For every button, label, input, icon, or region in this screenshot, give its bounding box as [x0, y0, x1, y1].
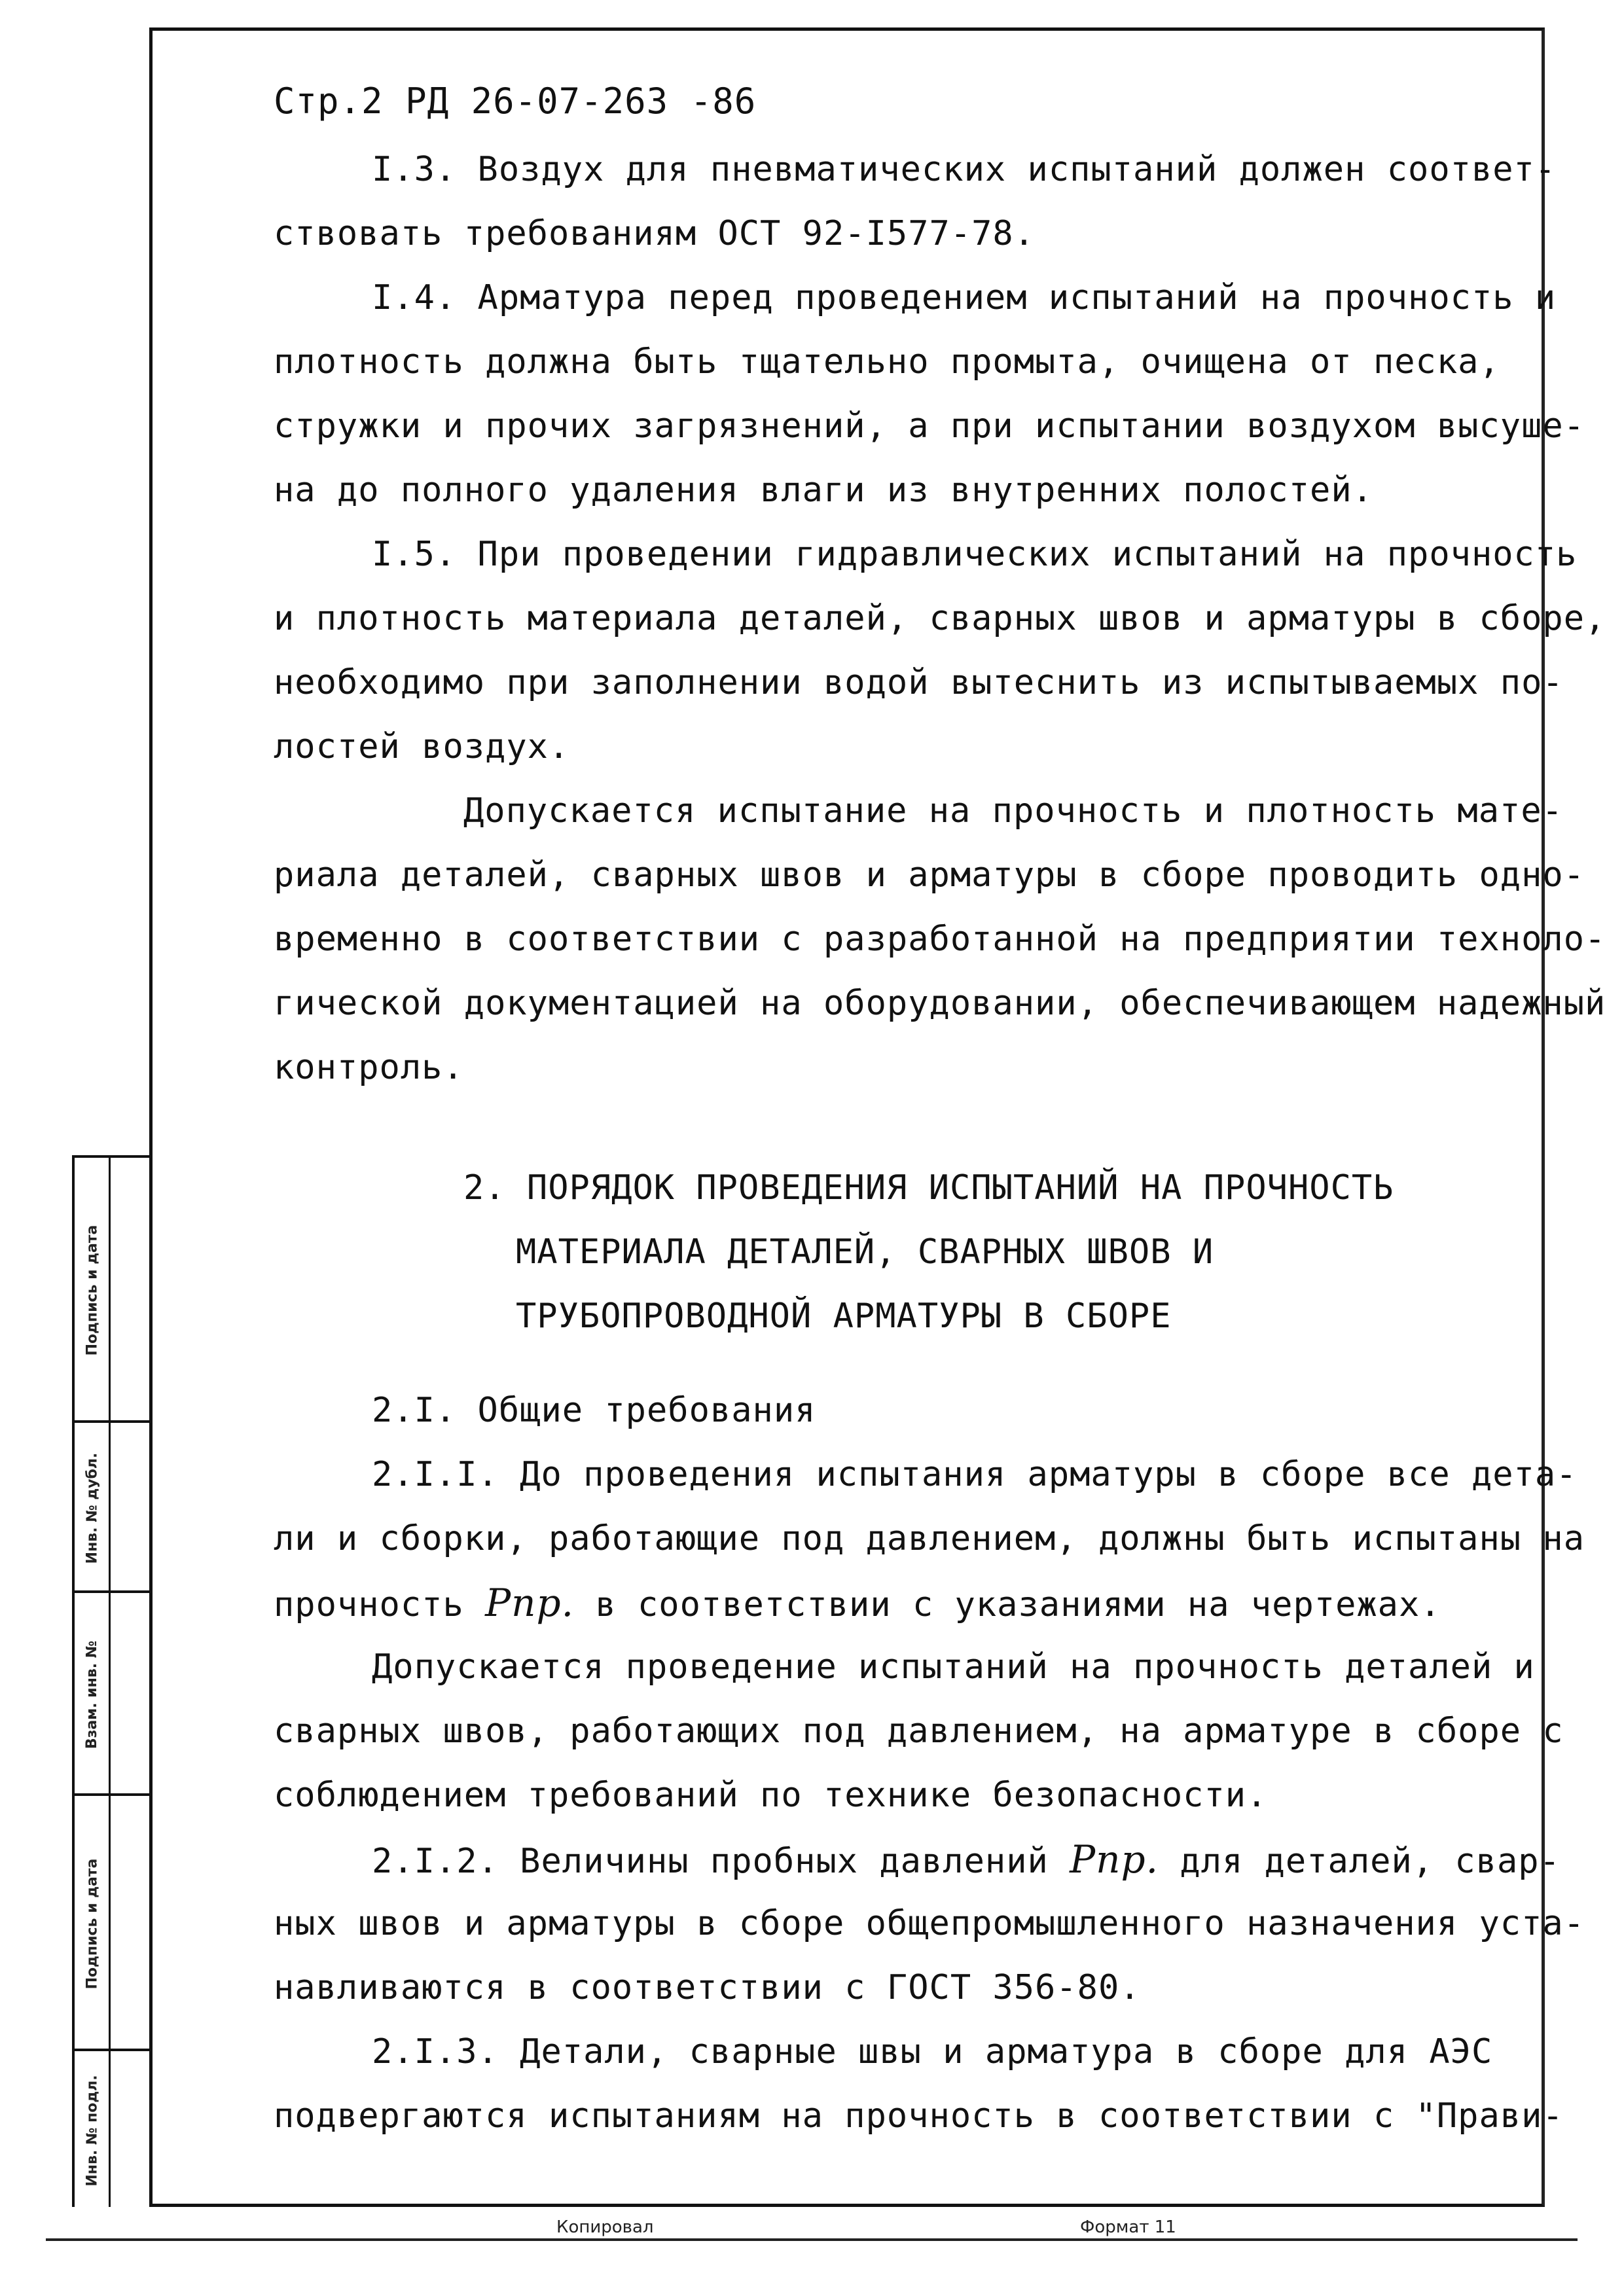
stamp-label: Подпись и дата — [84, 1225, 101, 1356]
page-header: Стр.2 РД 26-07-263 -86 — [274, 81, 757, 122]
paragraph-line: 2.I.3. Детали, сварные швы и арматура в сборе для АЭС — [372, 2032, 1493, 2071]
paragraph-line: риала деталей, сварных швов и арматуры в сборе проводить одно- — [274, 855, 1585, 895]
paragraphs-section-2b — [274, 1635, 1564, 1827]
paragraph-line: гической документацией на оборудовании, обеспечивающем надежный — [274, 984, 1606, 1023]
text-run: для деталей, свар- — [1159, 1842, 1561, 1881]
stamp-cell-replace-inv — [75, 1593, 152, 1796]
footer-copied: Копировал — [556, 2217, 654, 2237]
paragraph-line: плотность должна быть тщательно промыта, очищена от песка, — [274, 342, 1500, 382]
text-run: 2.I.2. Величины пробных давлений — [372, 1842, 1070, 1881]
section-title-line: 2. ПОРЯДОК ПРОВЕДЕНИЯ ИСПЫТАНИЙ НА ПРОЧНОСТЬ — [463, 1168, 1394, 1208]
paragraphs-section-2a — [274, 1378, 1585, 1571]
footer-format: Формат 11 — [1080, 2217, 1176, 2237]
text-run: в соответствии с указаниями на чертежах. — [574, 1585, 1441, 1624]
paragraph-line: временно в соответствии с разработанной на предприятии техноло- — [274, 920, 1606, 959]
paragraph-line: I.4. Арматура перед проведением испытаний на прочность и — [372, 278, 1557, 317]
stamp-label: Инв. № подл. — [84, 2074, 101, 2187]
paragraph-line: ли и сборки, работающие под давлением, должны быть испытаны на — [274, 1519, 1585, 1558]
paragraph-line: лостей воздух. — [274, 727, 570, 766]
bottom-rule — [46, 2238, 1578, 2241]
side-stamp — [72, 1155, 149, 2207]
paragraphs-section-1 — [274, 137, 1606, 1100]
paragraph-line: I.3. Воздух для пневматических испытаний должен соответ- — [372, 150, 1557, 189]
paragraph-line: 2.I.I. До проведения испытания арматуры в сборе все дета- — [372, 1455, 1578, 1494]
section-title-line: МАТЕРИАЛА ДЕТАЛЕЙ, СВАРНЫХ ШВОВ И — [516, 1232, 1214, 1272]
section-2-title — [274, 1156, 1491, 1348]
section-title-line: ТРУБОПРОВОДНОЙ АРМАТУРЫ В СБОРЕ — [516, 1297, 1172, 1336]
stamp-label: Подпись и дата — [84, 1858, 101, 1989]
paragraph-line: навливаются в соответствии с ГОСТ 356-80. — [274, 1968, 1141, 2007]
stamp-cell-signature-date-2 — [75, 1796, 152, 2051]
stamp-label: Взам. инв. № — [84, 1640, 101, 1749]
paragraph-line: стружки и прочих загрязнений, а при испытании воздухом высуше- — [274, 406, 1585, 446]
paragraph-line: Допускается испытание на прочность и плотность мате- — [463, 791, 1563, 831]
paragraph-line-pnp-1 — [274, 1571, 1491, 1635]
stamp-cell-orig-inv — [75, 2051, 152, 2210]
paragraph-line: 2.I. Общие требования — [372, 1391, 816, 1430]
stamp-label: Инв. № дубл. — [84, 1452, 101, 1564]
document-body — [274, 65, 1606, 2148]
paragraph-line: на до полного удаления влаги из внутренних полостей. — [274, 471, 1373, 510]
paragraph-line-pnp-2 — [274, 1827, 1561, 1891]
paragraph-line: Допускается проведение испытаний на прочность деталей и — [372, 1647, 1535, 1687]
paragraphs-section-2c — [274, 1891, 1585, 2148]
paragraph-line: соблюдением требований по технике безопасности. — [274, 1776, 1268, 1815]
handwritten-pnp: Pпр. — [1070, 1837, 1159, 1882]
stamp-cell-signature-date-1 — [75, 1158, 152, 1423]
paragraph-line: сварных швов, работающих под давлением, на арматуре в сборе с — [274, 1712, 1564, 1751]
paragraph-line: и плотность материала деталей, сварных швов и арматуры в сборе, — [274, 599, 1606, 638]
handwritten-pnp: Pпр. — [485, 1581, 575, 1625]
paragraph-line: подвергаются испытаниям на прочность в соответствии с "Прави- — [274, 2096, 1564, 2136]
paragraph-line: необходимо при заполнении водой вытеснить из испытываемых по- — [274, 663, 1564, 702]
paragraph-line: I.5. При проведении гидравлических испытаний на прочность — [372, 535, 1578, 574]
text-run: прочность — [274, 1585, 486, 1624]
paragraph-line: ствовать требованиям ОСТ 92-I577-78. — [274, 214, 1036, 253]
paragraph-line: контроль. — [274, 1048, 464, 1087]
paragraph-line: ных швов и арматуры в сборе общепромышленного назначения уста- — [274, 1904, 1585, 1943]
stamp-cell-dup-inv — [75, 1423, 152, 1593]
